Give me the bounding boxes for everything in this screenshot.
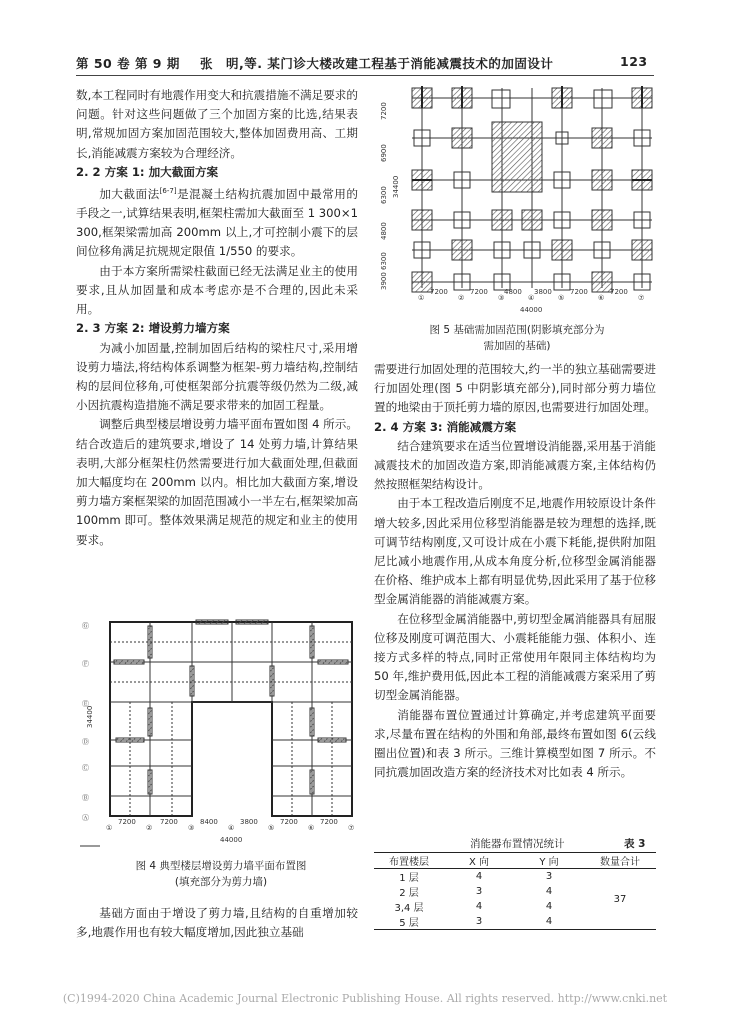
fig4-dim-2: 7200 xyxy=(160,818,178,826)
section-2-3-heading: 2. 3 方案 2: 增设剪力墙方案 xyxy=(76,321,230,336)
cell: 4 xyxy=(475,871,483,882)
figure-4-shear-wall-plan xyxy=(76,616,366,852)
fig4-left-total: 34400 xyxy=(86,705,94,728)
fig4-dim-5: 7200 xyxy=(280,818,298,826)
table-3-title: 消能器布置情况统计 xyxy=(470,838,565,850)
fig4-dim-4: 3800 xyxy=(240,818,258,826)
right-paragraph-3: 由于本工程改造后刚度不足,地震作用较原设计条件增大较多,因此采用位移型消能器是较为理想的选择,既可调节结构刚度,又可设计成在小震下耗能,提供附加阻尼比减小地震作用,从成本角度分析,位移型金属消能器在价格、维护成本上都有明显优势,因此采用了基于位移型金属消能器的消能减震方案。 xyxy=(374,496,656,607)
p2-text-b: 是混凝土结构抗震加固中最常用的手段之一,试算结果表明,框架柱需加大截面至 1 300×1 300,框架梁需加高 200mm 以上,才可控制小震下的层间位移角满足抗规规定限值 1/550 的要求。 xyxy=(76,186,358,259)
cell: 5 层 xyxy=(399,918,419,929)
p2-text-a: 加大截面法 xyxy=(99,186,160,201)
left-paragraph-6: 基础方面由于增设了剪力墙,且结构的自重增加较多,地震作用也有较大幅度增加,因此独立基础 xyxy=(76,906,358,940)
left-paragraph-5: 调整后典型楼层增设剪力墙平面布置如图 4 所示。结合改造后的建筑要求,增设了 14 处剪力墙,计算结果表明,大部分框架柱仍然需要进行加大截面处理,但截面加大幅度均在 200mm 以内。相比加大截面方案,增设剪力墙方案框架梁的加固范围减小一半左右,框架梁加高 100mm 即可。整体效果满足规范的规定和业主的使用要求。 xyxy=(76,417,358,547)
figure-5-caption xyxy=(376,322,658,354)
fig5-axis-3: ③ xyxy=(498,294,505,302)
right-paragraph-5: 消能器布置位置通过计算确定,并考虑建筑平面要求,尽量布置在结构的外围和角部,最终布置如图 6(云线圈出位置)和表 3 所示。三维计算模型如图 7 所示。不同抗震加固改造方案的经济技术对比如表 4 所示。 xyxy=(374,707,656,780)
fig5-dim-6: 7200 xyxy=(610,288,628,296)
cell: 3,4 层 xyxy=(394,903,424,914)
th-y: Y 向 xyxy=(539,857,559,868)
fig4-caption-line1: 图 4 典型楼层增设剪力墙平面布置图 xyxy=(135,860,307,872)
fig5-left-dim-1: 7200 xyxy=(380,102,388,120)
fig5-axis-5: ⑤ xyxy=(558,294,565,302)
fig4-dim-3: 8400 xyxy=(200,818,218,826)
fig5-left-dim-5: 6300 xyxy=(380,252,388,270)
cell: 3 xyxy=(475,886,483,897)
fig4-axis-G: Ⓖ xyxy=(82,622,89,630)
fig4-caption-line2: (填充部分为剪力墙) xyxy=(174,876,268,888)
cell: 4 xyxy=(545,901,553,912)
fig5-dim-4: 3800 xyxy=(534,288,552,296)
fig4-dim-1: 7200 xyxy=(118,818,136,826)
fig4-axis-C: Ⓒ xyxy=(82,764,89,772)
left-paragraph-2 xyxy=(76,182,358,262)
left-paragraph-3: 由于本方案所需梁柱截面已经无法满足业主的使用要求,且从加固量和成本考虑亦是不合理的,因此未采用。 xyxy=(76,263,358,317)
fig5-caption-line2: 需加固的基础) xyxy=(483,340,551,352)
fig5-left-total: 34400 xyxy=(392,175,400,198)
table-3 xyxy=(374,852,656,930)
fig4-axis-5: ⑤ xyxy=(268,824,275,832)
right-paragraph-1: 需要进行加固处理的范围较大,约一半的独立基础需要进行加固处理(图 5 中阴影填充部分),同时部分剪力墙位置的地梁由于顶托剪力墙的原因,也需要进行加固处理。 xyxy=(374,362,656,415)
fig4-axis-1: ① xyxy=(106,824,113,832)
fig5-dim-2: 7200 xyxy=(470,288,488,296)
fig5-axis-1: ① xyxy=(418,294,425,302)
figure-4-caption xyxy=(76,858,366,890)
fig5-left-dim-3: 6300 xyxy=(380,186,388,204)
fig4-shear-walls xyxy=(114,620,348,794)
left-column-top xyxy=(76,86,358,550)
cell: 4 xyxy=(545,886,553,897)
journal-volume: 第 50 卷 第 9 期 xyxy=(76,56,180,71)
fig4-grid xyxy=(110,622,352,816)
fig5-axis-2: ② xyxy=(458,294,465,302)
fig4-axis-7: ⑦ xyxy=(348,824,355,832)
fig4-axis-6: ⑥ xyxy=(308,824,315,832)
th-total: 数量合计 xyxy=(600,857,640,868)
fig5-axis-4: ④ xyxy=(528,294,535,302)
fig5-left-dim-2: 6900 xyxy=(380,144,388,162)
fig5-dim-1: 7200 xyxy=(430,288,448,296)
cell-total: 37 xyxy=(613,893,627,905)
section-2-2-heading: 2. 2 方案 1: 加大截面方案 xyxy=(76,164,219,179)
table-row xyxy=(374,869,656,885)
fig5-left-dim-4: 4800 xyxy=(380,222,388,240)
right-paragraph-4: 在位移型金属消能器中,剪切型金属消能器具有屈服位移及刚度可调范围大、小震耗能能力强、体积小、连接方式多样的特点,同时正常使用年限同主体结构均为 50 年,维护费用低,因此本工程的消能减震方案采用了剪切型金属消能器。 xyxy=(374,611,656,703)
fig5-left-dim-6: 3900 xyxy=(380,272,388,290)
fig4-axis-F: Ⓕ xyxy=(82,660,89,668)
copyright-footer: (C)1994-2020 China Academic Journal Electronic Publishing House. All rights reserved. http://www.cnki.net xyxy=(62,992,668,1005)
fig5-caption-line1: 图 5 基础需加固范围(阴影填充部分为 xyxy=(429,324,605,336)
citation-6-7: [6-7] xyxy=(159,187,177,196)
fig4-axis-4: ④ xyxy=(228,824,235,832)
cell: 4 xyxy=(545,916,553,927)
fig4-axis-D: Ⓓ xyxy=(82,738,89,746)
table-3-label: 表 3 xyxy=(624,838,646,850)
left-column-bottom xyxy=(76,904,358,942)
right-paragraph-2: 结合建筑要求在适当位置增设消能器,采用基于消能减震技术的加固改造方案,即消能减震方案,主体结构仍然按照框架结构设计。 xyxy=(374,438,656,492)
cell: 3 xyxy=(545,871,553,882)
cell: 3 xyxy=(475,916,483,927)
fig4-axis-B: Ⓑ xyxy=(82,794,89,802)
left-paragraph-1: 数,本工程同时有地震作用变大和抗震措施不满足要求的问题。针对这些问题做了三个加固方案的比选,结果表明,常规加固方案加固范围较大,整体加固费用高、工期长,消能减震方案较为合理经济。 xyxy=(76,88,358,160)
fig5-dim-3: 4800 xyxy=(504,288,522,296)
fig5-dim-5: 7200 xyxy=(570,288,588,296)
fig4-dim-total: 44000 xyxy=(220,836,243,844)
fig4-axis-3: ③ xyxy=(188,824,195,832)
page-number: 123 xyxy=(620,54,648,69)
right-column xyxy=(374,360,656,782)
fig4-outline xyxy=(110,622,352,816)
running-title: 张 明,等. 某门诊大楼改建工程基于消能减震技术的加固设计 xyxy=(200,56,554,71)
cell: 2 层 xyxy=(399,888,419,899)
cell: 1 层 xyxy=(399,873,419,884)
section-2-4-heading: 2. 4 方案 3: 消能减震方案 xyxy=(374,419,517,434)
fig4-axis-E: Ⓔ xyxy=(82,700,89,708)
left-paragraph-4: 为减小加固量,控制加固后结构的梁柱尺寸,采用增设剪力墙法,将结构体系调整为框架-剪力墙结构,控制结构的层间位移角,可使框架部分抗震等级仍然为二级,减小因抗震构造措施不满足要求带来的加固工程量。 xyxy=(76,340,358,413)
table-header-row xyxy=(374,853,656,869)
fig5-dim-total: 44000 xyxy=(520,306,543,314)
header-rule xyxy=(76,75,654,76)
th-floor: 布置楼层 xyxy=(389,857,429,868)
fig4-axis-2: ② xyxy=(146,824,153,832)
th-x: X 向 xyxy=(468,857,490,868)
fig4-axis-A: Ⓐ xyxy=(82,814,89,822)
fig5-axis-7: ⑦ xyxy=(638,294,645,302)
figure-5-foundation-plan xyxy=(376,82,658,320)
fig5-axis-6: ⑥ xyxy=(598,294,605,302)
fig4-dim-6: 7200 xyxy=(320,818,338,826)
cell: 4 xyxy=(475,901,483,912)
